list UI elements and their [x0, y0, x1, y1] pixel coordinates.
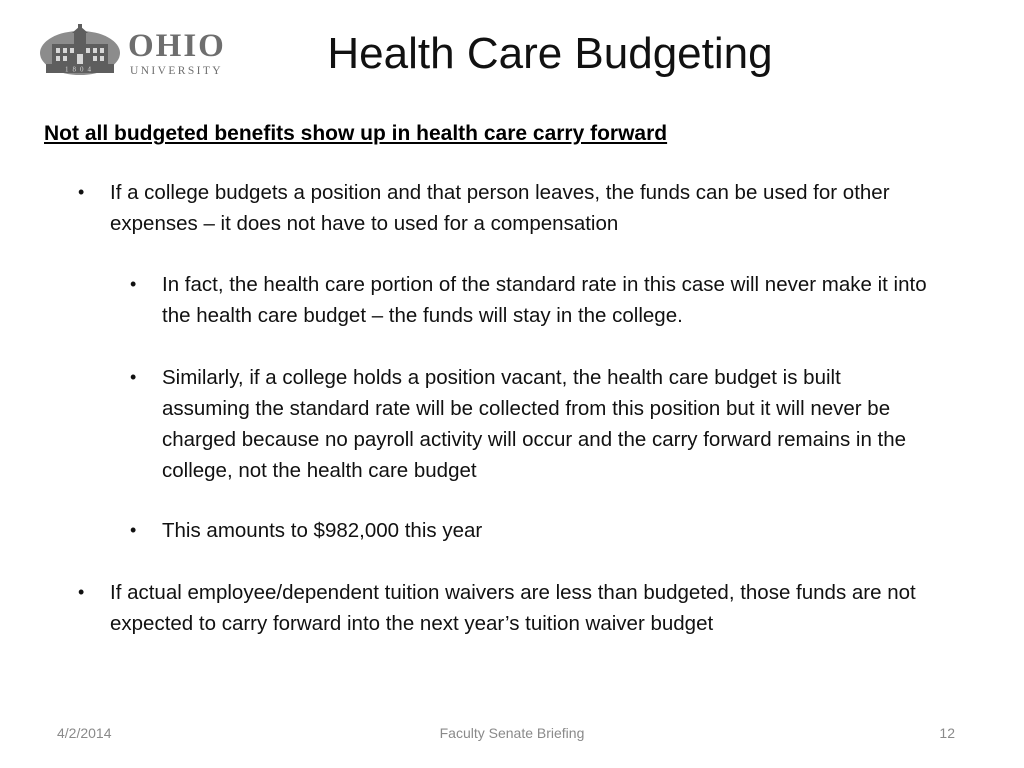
bullet-item: [130, 269, 932, 331]
logo-year: 1804: [65, 65, 95, 74]
logo-text: OHIO: [128, 28, 226, 64]
bullet-item: [130, 515, 932, 546]
bullet-text: Similarly, if a college holds a position vacant, the health care budget is built assuming the standard rate will be collected from this position but it will never be charged because no payroll activity will occur and the carry forward remains in the college, not the health care budget: [162, 366, 907, 482]
bullet-text: If a college budgets a position and that person leaves, the funds can be used for other expenses – it does not have to used for a compensation: [110, 181, 890, 235]
bullet-dot: •: [130, 367, 137, 387]
bullet-dot: •: [78, 182, 85, 202]
footer-date: 4/2/2014: [57, 725, 112, 741]
bullet-text: This amounts to $982,000 this year: [162, 519, 483, 542]
subheading: Not all budgeted benefits show up in health care carry forward: [44, 122, 668, 145]
bullet-item: [78, 577, 920, 639]
bullet-text: If actual employee/dependent tuition waivers are less than budgeted, those funds are not expected to carry forward into the next year’s tuition waiver budget: [110, 581, 916, 635]
slide-title: Health Care Budgeting: [327, 29, 773, 78]
bullet-text: In fact, the health care portion of the standard rate in this case will never make it into the health care budget – the funds will stay in the college.: [162, 273, 927, 327]
ohio-university-logo: [38, 20, 240, 80]
page-number: 12: [939, 725, 955, 741]
footer-title: Faculty Senate Briefing: [439, 725, 585, 741]
logo-subtext: UNIVERSITY: [130, 65, 223, 77]
bullet-item: [130, 362, 912, 486]
bullet-dot: •: [78, 582, 85, 602]
bullet-dot: •: [130, 520, 137, 540]
cutler-hall-icon: [40, 24, 120, 75]
bullet-dot: •: [130, 274, 137, 294]
bullet-item: [78, 177, 920, 239]
